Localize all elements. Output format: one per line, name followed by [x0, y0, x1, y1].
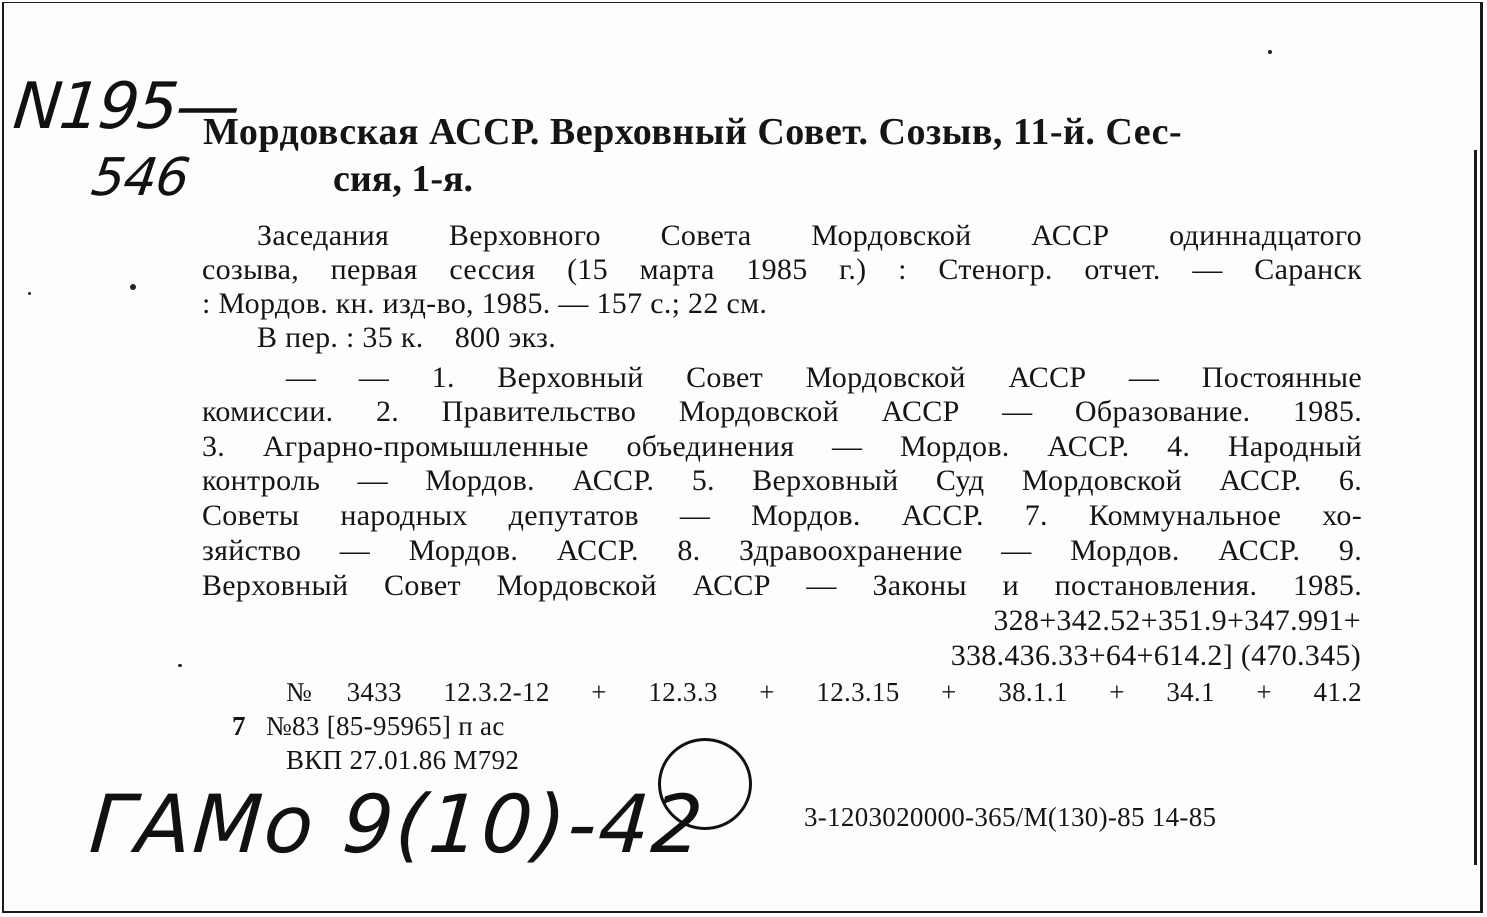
ink-speck — [28, 292, 31, 295]
title-line-3: : Мордов. кн. изд-во, 1985. — 157 с.; 22 см. — [202, 287, 768, 320]
handwritten-archive-mark: ГАМо 9(10)-42 — [86, 778, 708, 871]
card-heading-continuation: сия, 1-я. — [333, 158, 474, 200]
handwritten-shelfmark-number: 546 — [87, 148, 193, 208]
ink-speck — [130, 284, 136, 290]
order-line: №83 [85-95965] п ас — [266, 711, 505, 741]
classification-line-2: 338.436.33+64+614.2] (470.345) — [950, 639, 1361, 672]
subject-line-1: — — 1. Верховный Совет Мордовской АССР — Постоянные — [286, 361, 1362, 394]
subject-line-6: зяйство — Мордов. АССР. 8. Здравоохранение — Мордов. АССР. 9. — [202, 534, 1362, 567]
ink-speck — [178, 664, 182, 667]
card-edge-rule — [1474, 150, 1477, 865]
vkp-line: ВКП 27.01.86 М792 — [286, 745, 520, 775]
publisher-code-line: 3-1203020000-365/М(130)-85 14-85 — [804, 802, 1217, 832]
title-line-2: созыва, первая сессия (15 марта 1985 г.) : Стеногр. отчет. — Саранск — [202, 253, 1362, 286]
card-heading: Мордовская АССР. Верховный Совет. Созыв, 11-й. Сес- — [203, 111, 1183, 153]
subject-line-5: Советы народных депутатов — Мордов. АССР. 7. Коммунальное хо- — [202, 499, 1362, 532]
subject-line-2: комиссии. 2. Правительство Мордовской АССР — Образование. 1985. — [202, 395, 1362, 428]
handwritten-shelfmark: N195— — [10, 70, 242, 144]
order-prefix: 7 — [232, 711, 246, 741]
subject-line-7: Верховный Совет Мордовской АССР — Законы и постановления. 1985. — [202, 569, 1362, 602]
classification-line-1: 328+342.52+351.9+347.991+ — [993, 604, 1361, 637]
subject-line-3: 3. Аграрно-промышленные объединения — Мордов. АССР. 4. Народный — [202, 430, 1362, 463]
title-line-1: Заседания Верховного Совета Мордовской АССР одиннадцатого — [257, 219, 1362, 252]
subject-line-4: контроль — Мордов. АССР. 5. Верховный Суд Мордовской АССР. 6. — [202, 464, 1362, 497]
ink-speck — [1268, 50, 1272, 54]
index-line: №3433 12.3.2-12 + 12.3.3 + 12.3.15 + 38.1.1 + 34.1 + 41.2 — [286, 677, 1362, 707]
price-line: В пер. : 35 к. 800 экз. — [257, 321, 556, 354]
